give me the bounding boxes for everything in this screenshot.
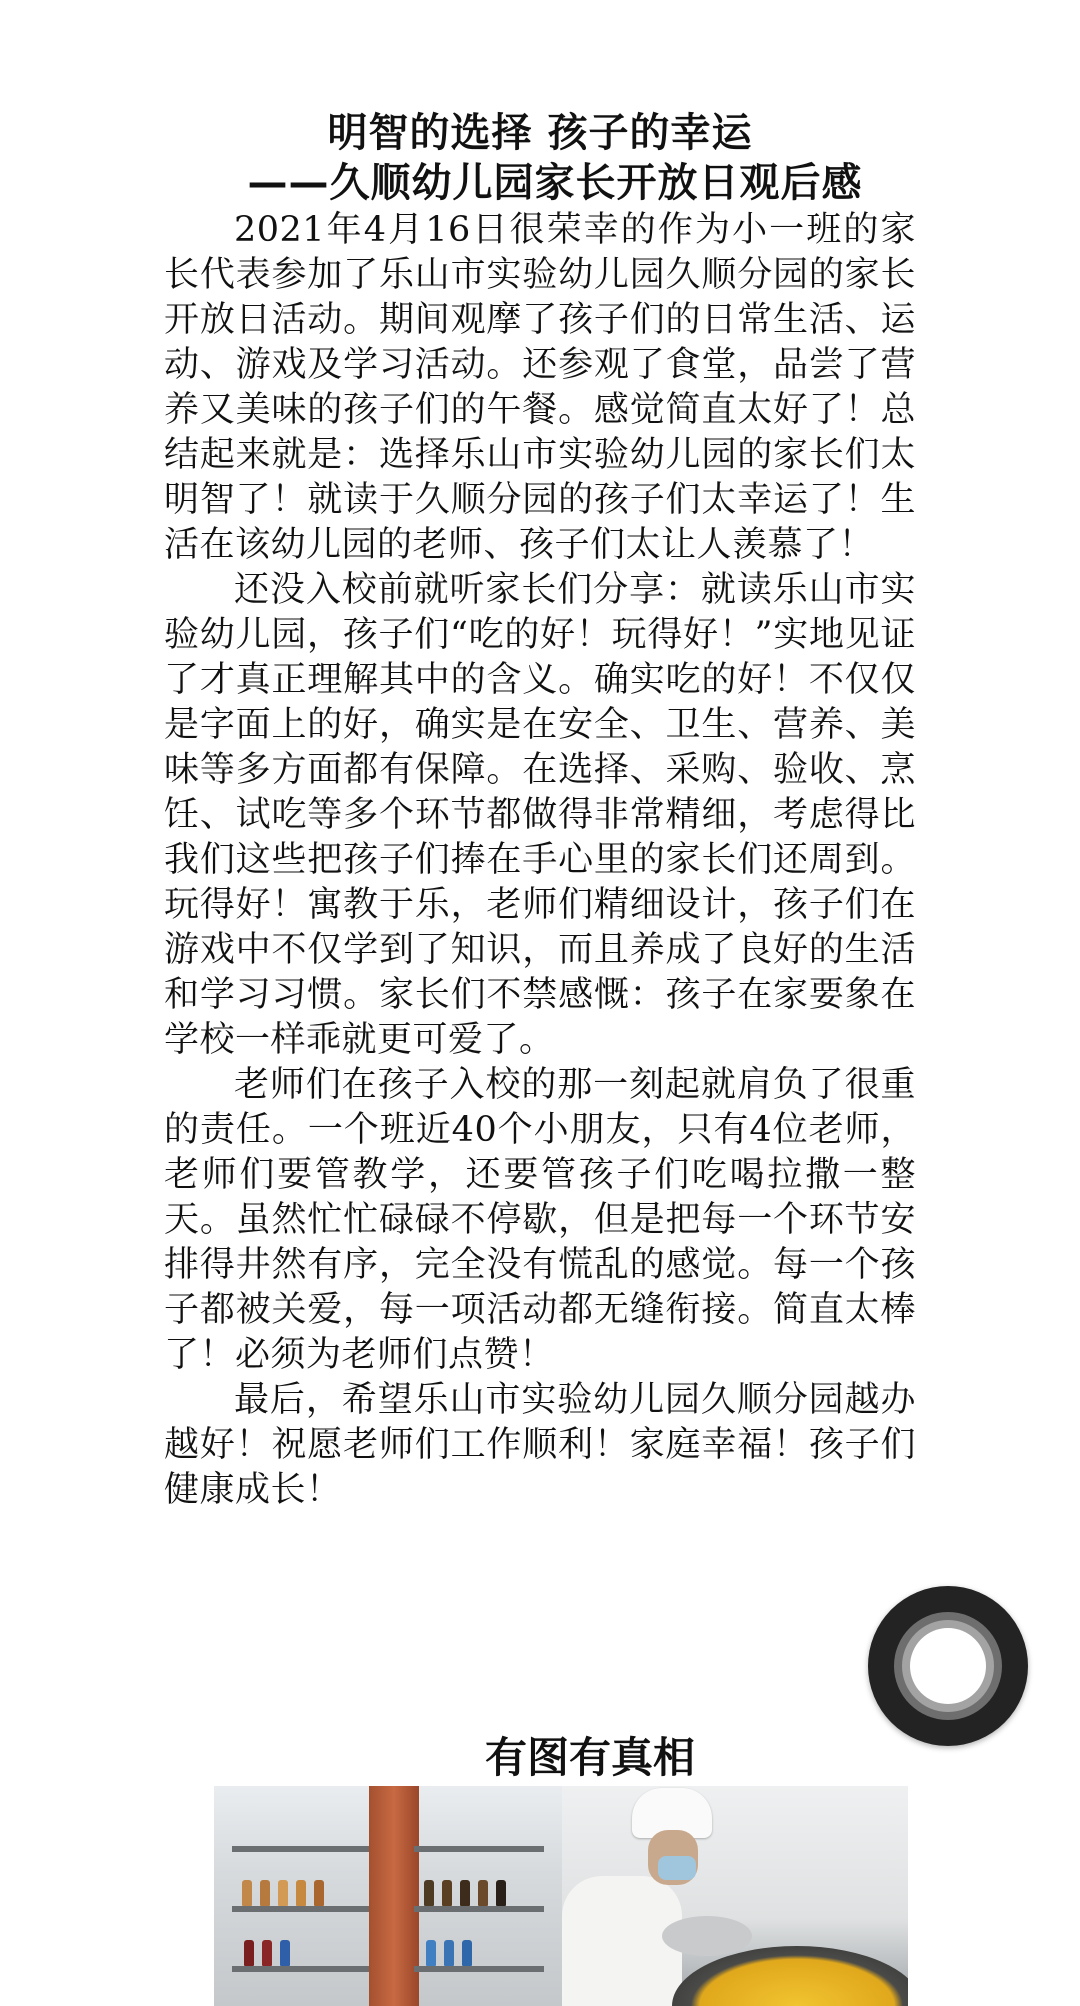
bottle [280, 1940, 290, 1966]
pot-lid [662, 1916, 752, 1956]
pillar [369, 1786, 419, 2006]
shelf [232, 1846, 382, 1852]
jar [296, 1880, 306, 1906]
article-paragraph-4: 最后，希望乐山市实验幼儿园久顺分园越办越好！祝愿老师们工作顺利！家庭幸福！孩子们健康成长！ [164, 1380, 916, 1510]
bottle [496, 1880, 506, 1906]
jar [260, 1880, 270, 1906]
face-mask [658, 1856, 696, 1880]
photo-pantry-shelves[interactable] [214, 1786, 562, 2006]
jar [242, 1880, 252, 1906]
bottle [444, 1940, 454, 1966]
float-button-core [910, 1628, 986, 1704]
photo-strip [214, 1786, 908, 2006]
article-subtitle: ——久顺幼儿园家长开放日观后感 [247, 160, 863, 206]
bottle [244, 1940, 254, 1966]
bottle [426, 1940, 436, 1966]
article-paragraph-2: 还没入校前就听家长们分享：就读乐山市实验幼儿园，孩子们“吃的好！玩得好！”实地见证了才真正理解其中的含义。确实吃的好！不仅仅是字面上的好，确实是在安全、卫生、营养、美味等多方面都有保障。在选择、采购、验收、烹饪、试吃等多个环节都做得非常精细，考虑得比我们这些把孩子们捧在手心里的家长们还周到。玩得好！寓教于乐，老师们精细设计，孩子们在游戏中不仅学到了知识，而且养成了良好的生活和学习习惯。家长们不禁感慨：孩子在家要象在学校一样乖就更可爱了。 [164, 570, 916, 1060]
shelf [414, 1846, 544, 1852]
shelf [232, 1906, 382, 1912]
float-button-ring [894, 1612, 1002, 1720]
assistive-touch-icon[interactable] [868, 1586, 1028, 1746]
article [164, 108, 916, 1513]
article-paragraph-1: 2021年4月16日很荣幸的作为小一班的家长代表参加了乐山市实验幼儿园久顺分园的家长开放日活动。期间观摩了孩子们的日常生活、运动、游戏及学习活动。还参观了食堂，品尝了营养又美味的孩子们的午餐。感觉简直太好了！总结起来就是：选择乐山市实验幼儿园的家长们太明智了！就读于久顺分园的孩子们太幸运了！生活在该幼儿园的老师、孩子们太让人羡慕了！ [164, 210, 916, 565]
section-heading: 有图有真相 [484, 1733, 695, 1782]
bottle [262, 1940, 272, 1966]
bottle [462, 1940, 472, 1966]
jar [314, 1880, 324, 1906]
bottle [478, 1880, 488, 1906]
article-paragraph-3: 老师们在孩子入校的那一刻起就肩负了很重的责任。一个班近40个小朋友，只有4位老师，老师们要管教学，还要管孩子们吃喝拉撒一整天。虽然忙忙碌碌不停歇，但是把每一个环节安排得井然有序，完全没有慌乱的感觉。每一个孩子都被关爱，每一项活动都无缝衔接。简直太棒了！必须为老师们点赞！ [164, 1065, 916, 1375]
jar [278, 1880, 288, 1906]
photo-chef-cooking[interactable] [562, 1786, 908, 2006]
shelf [232, 1966, 382, 1972]
shelf [414, 1966, 544, 1972]
bottle [424, 1880, 434, 1906]
float-button-ring-inner [902, 1620, 994, 1712]
bottle [460, 1880, 470, 1906]
shelf [414, 1906, 544, 1912]
bottle [442, 1880, 452, 1906]
article-title: 明智的选择 孩子的幸运 [327, 110, 753, 156]
